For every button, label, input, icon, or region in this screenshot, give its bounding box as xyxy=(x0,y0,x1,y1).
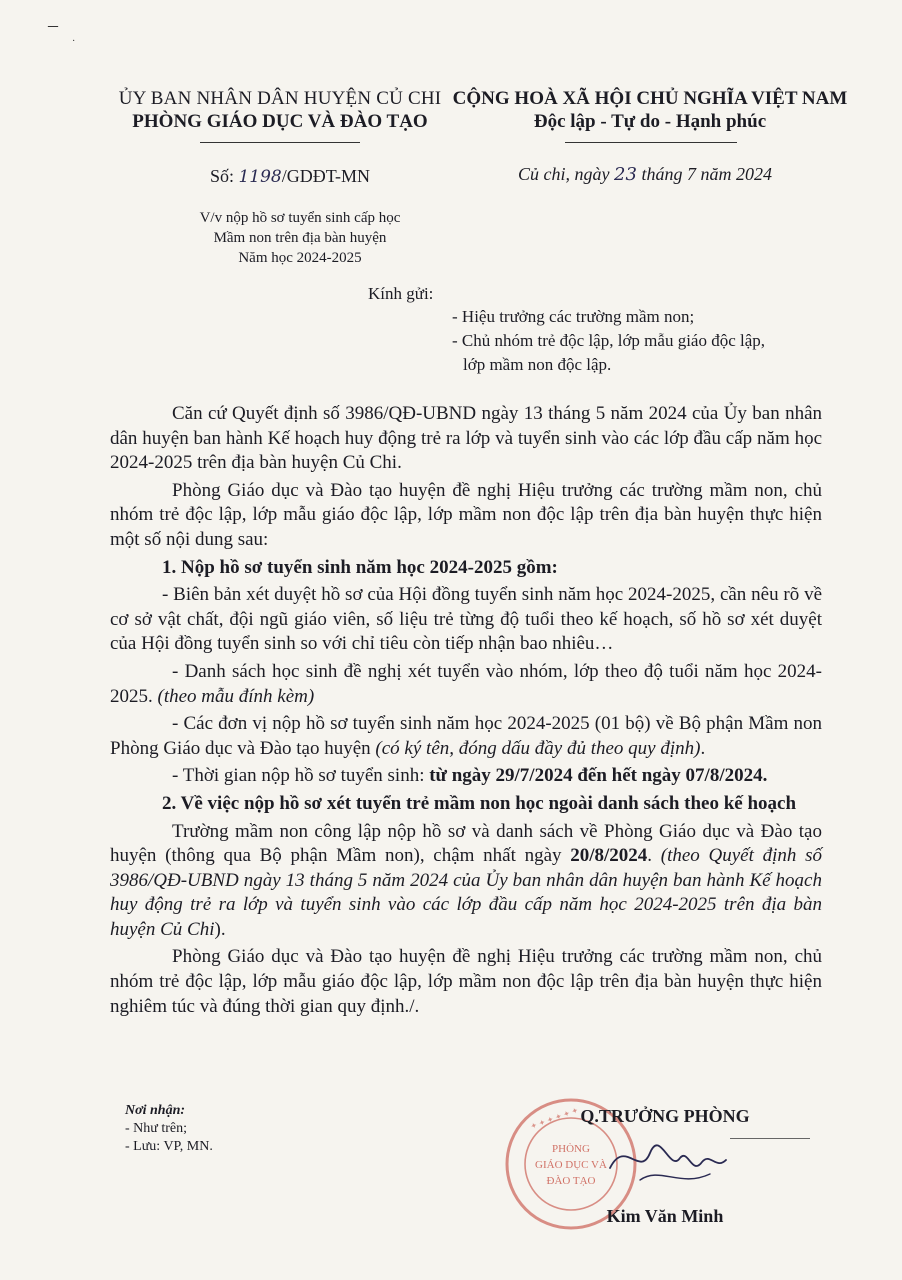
signer-title: Q.TRƯỞNG PHÒNG xyxy=(580,1106,750,1126)
noi-nhan-item: - Như trên; xyxy=(125,1121,188,1136)
handwritten-signature-icon xyxy=(580,1118,780,1198)
paragraph-text: Trường mầm non công lập nộp hồ sơ và danh sách về Phòng Giáo dục và Đào tạo huyện (thông qua Bộ phận Mầm non), chậm nhất ngày xyxy=(110,820,822,867)
date-rest: tháng 7 năm 2024 xyxy=(636,164,772,184)
paragraph-closing: Phòng Giáo dục và Đào tạo huyện đề nghị Hiệu trưởng các trường mầm non, chủ nhóm trẻ độc lập, lớp mẫu giáo độc lập, lớp mầm non độc lập trên địa bàn huyện thực hiện nghiêm túc và đúng thời gian quy định./. xyxy=(110,946,822,1017)
date-place: Củ chi, ngày xyxy=(518,164,615,184)
subject-line: V/v nộp hồ sơ tuyển sinh cấp học xyxy=(199,210,401,226)
bullet-text: - Các đơn vị nộp hồ sơ tuyển sinh năm học 2024-2025 (01 bộ) về Bộ phận Mầm non Phòng Giáo dục và Đào tạo huyện xyxy=(110,713,822,759)
bullet-deadline xyxy=(110,764,822,789)
doc-number-handwritten: 1198 xyxy=(238,167,282,187)
agency-name: ỦY BAN NHÂN DÂN HUYỆN CỦ CHI xyxy=(118,88,442,109)
paragraph-legal-basis: Căn cứ Quyết định số 3986/QĐ-UBND ngày 13 tháng 5 năm 2024 của Ủy ban nhân dân huyện ban hành Kế hoạch huy động trẻ ra lớp và tuyển sinh vào các lớp đầu cấp năm học 2024-2025 trên địa bàn huyện Củ Chi. xyxy=(110,403,822,474)
deadline-dates: từ ngày 29/7/2024 đến hết ngày 07/8/2024. xyxy=(429,765,768,787)
paragraph-period: . xyxy=(647,845,653,867)
document-number xyxy=(190,166,390,187)
recipient-item-continued: lớp mầm non độc lập. xyxy=(463,355,612,374)
nation-header xyxy=(440,88,860,133)
subject-line: Năm học 2024-2025 xyxy=(238,250,362,266)
stamp-text: GIÁO DỤC VÀ xyxy=(535,1159,607,1171)
nation-motto: Độc lập - Tự do - Hạnh phúc xyxy=(533,111,767,132)
agency-header xyxy=(110,88,450,133)
paragraph-public-schools xyxy=(110,820,822,943)
deadline-date: 20/8/2024 xyxy=(570,845,648,867)
noi-nhan-item: - Lưu: VP, MN. xyxy=(125,1139,213,1154)
nation-name: CỘNG HOÀ XÃ HỘI CHỦ NGHĨA VIỆT NAM xyxy=(452,88,848,109)
subject-line: Mầm non trên địa bàn huyện xyxy=(213,230,387,246)
paragraph-request: Phòng Giáo dục và Đào tạo huyện đề nghị Hiệu trưởng các trường mầm non, chủ nhóm trẻ độc lập, lớp mẫu giáo độc lập, lớp mầm non độc lập trên địa bàn huyện thực hiện một số nội dung sau: xyxy=(110,479,822,550)
stamp-text: ĐÀO TẠO xyxy=(546,1175,596,1187)
bullet-student-list xyxy=(110,660,822,709)
signer-name: Kim Văn Minh xyxy=(606,1206,724,1226)
recipient-item: - Hiệu trưởng các trường mầm non; xyxy=(452,307,695,326)
department-name: PHÒNG GIÁO DỤC VÀ ĐÀO TẠO xyxy=(132,111,428,132)
paragraph-citation: (theo Quyết định số 3986/QĐ-UBND ngày 13 tháng 5 năm 2024 của Ủy ban nhân dân huyện ban hành Kế hoạch huy động trẻ ra lớp và tuyển sinh vào các lớp đầu cấp năm học 2024-2025 trên địa bàn huyện Củ Chi xyxy=(110,845,822,940)
bullet-note: (theo mẫu đính kèm) xyxy=(157,685,315,707)
bullet-text: - Danh sách học sinh đề nghị xét tuyển vào nhóm, lớp theo độ tuổi năm học 2024-2025. xyxy=(110,660,822,707)
bullet-note: (có ký tên, đóng dấu đầy đủ theo quy định) xyxy=(375,737,701,759)
issue-date xyxy=(470,164,820,185)
header-divider-right xyxy=(565,142,737,143)
scan-dot: · xyxy=(72,36,76,47)
recipients-copy-block xyxy=(125,1102,213,1156)
stamp-text: PHÒNG xyxy=(552,1143,590,1155)
date-day-handwritten: 23 xyxy=(614,164,637,185)
recipient-item: - Chủ nhóm trẻ độc lập, lớp mẫu giáo độc lập, xyxy=(452,331,766,350)
doc-number-prefix: Số: xyxy=(209,166,239,186)
noi-nhan-title: Nơi nhận: xyxy=(125,1103,186,1118)
scan-mark: – xyxy=(48,14,58,36)
bullet-text: - Thời gian nộp hồ sơ tuyển sinh: xyxy=(172,765,430,787)
signature-stroke xyxy=(730,1138,810,1139)
section-heading-2: 2. Về việc nộp hồ sơ xét tuyển trẻ mầm non học ngoài danh sách theo kế hoạch xyxy=(162,792,797,814)
recipients-list xyxy=(452,305,852,377)
bullet-submission xyxy=(110,712,822,761)
bullet-end: . xyxy=(700,737,706,759)
letter-body xyxy=(110,402,822,1022)
svg-text:✦ ✦ ✦ ✦ ✦ ✦: ✦ ✦ ✦ ✦ ✦ ✦ xyxy=(529,1105,580,1132)
section-heading-1: 1. Nộp hồ sơ tuyển sinh năm học 2024-2025 gồm: xyxy=(162,556,558,578)
header-divider-left xyxy=(200,142,360,143)
recipients-label: Kính gửi: xyxy=(368,284,434,303)
subject-block xyxy=(150,208,450,268)
bullet-review-minutes: - Biên bản xét duyệt hồ sơ của Hội đồng tuyển sinh năm học 2024-2025, cần nêu rõ về cơ sở vật chất, đội ngũ giáo viên, số liệu trẻ từng độ tuổi theo kế hoạch, số hồ sơ xét duyệt của Hội đồng tuyển sinh so với chỉ tiêu còn tiếp nhận bao nhiêu… xyxy=(110,584,822,655)
paragraph-close: ). xyxy=(214,918,226,940)
doc-number-suffix: /GDĐT-MN xyxy=(281,166,371,186)
